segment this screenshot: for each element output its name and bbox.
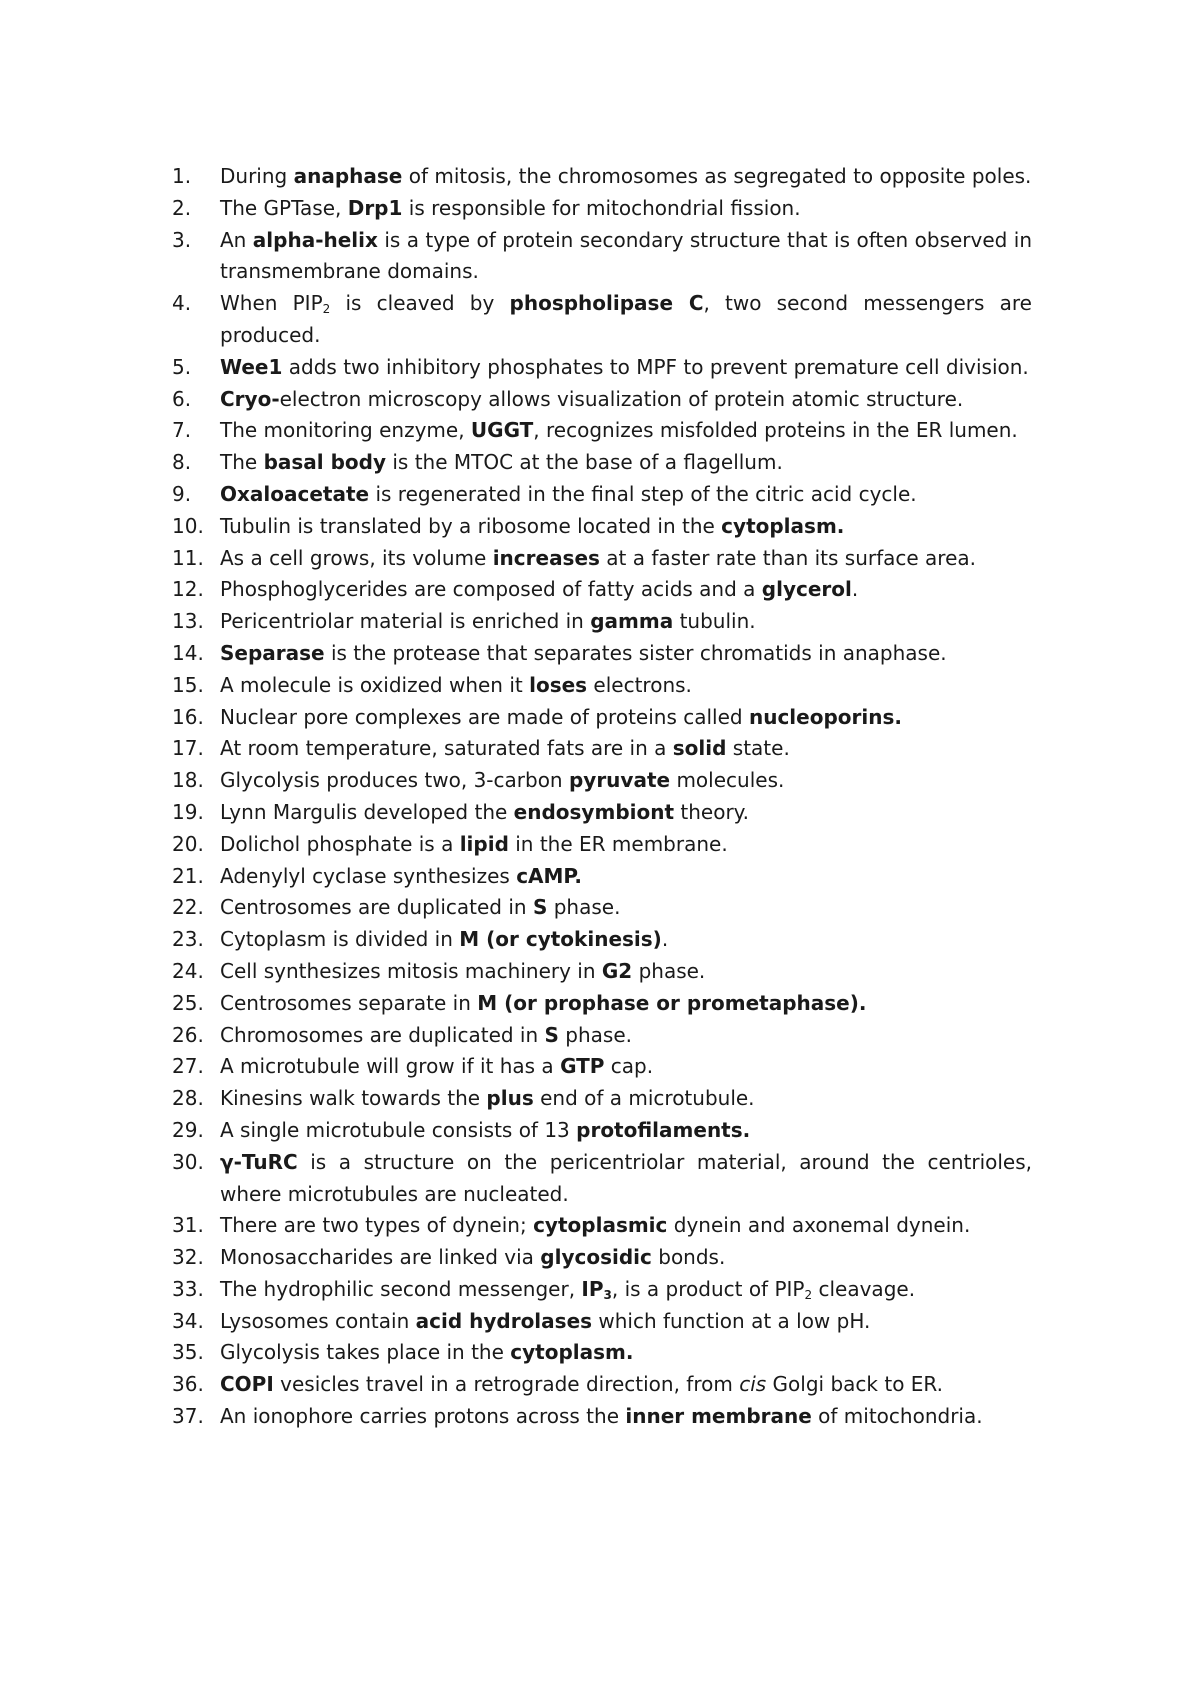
list-item xyxy=(172,193,1032,225)
text-run: of mitochondria. xyxy=(811,1404,983,1429)
list-item xyxy=(172,447,1032,479)
text-run: , two second messengers are produced. xyxy=(220,291,1032,347)
item-text xyxy=(220,892,1032,924)
item-number: 31. xyxy=(172,1213,204,1238)
item-number: 13. xyxy=(172,609,204,634)
item-text xyxy=(220,606,1032,638)
list-item xyxy=(172,415,1032,447)
item-text xyxy=(220,924,1032,956)
subscript: 2 xyxy=(322,302,331,317)
list-item xyxy=(172,1210,1032,1242)
bold-term: increases xyxy=(492,545,600,570)
list-item xyxy=(172,1115,1032,1147)
list-item xyxy=(172,988,1032,1020)
text-run: tubulin. xyxy=(673,609,756,634)
text-run: The GPTase, xyxy=(220,195,348,220)
text-run: is regenerated in the final step of the citric acid cycle. xyxy=(369,481,917,506)
list-item xyxy=(172,797,1032,829)
text-run: in the ER membrane. xyxy=(508,831,728,856)
list-item xyxy=(172,225,1032,289)
item-text xyxy=(220,479,1032,511)
text-run: phase. xyxy=(632,958,706,983)
item-number: 3. xyxy=(172,227,192,252)
bold-term: anaphase xyxy=(293,164,403,188)
item-text xyxy=(220,1083,1032,1115)
text-run: A molecule is oxidized when it xyxy=(220,672,530,697)
item-text xyxy=(220,1051,1032,1083)
text-run: Dolichol phosphate is a xyxy=(220,831,460,856)
item-number: 20. xyxy=(172,831,204,856)
item-text xyxy=(220,1210,1032,1242)
text-run: state. xyxy=(726,736,790,761)
bold-term: cytoplasm. xyxy=(721,513,845,538)
item-text xyxy=(220,638,1032,670)
text-run: is the MTOC at the base of a flagellum. xyxy=(386,450,783,475)
bold-term: IP xyxy=(581,1276,604,1301)
text-run: Nuclear pore complexes are made of proteins called xyxy=(220,704,749,729)
text-run: Centrosomes are duplicated in xyxy=(220,895,533,920)
item-text xyxy=(220,702,1032,734)
item-number: 24. xyxy=(172,958,204,983)
text-run: At room temperature, saturated fats are in a xyxy=(220,736,673,761)
item-text xyxy=(220,988,1032,1020)
text-run: theory. xyxy=(674,799,750,824)
text-run: bonds. xyxy=(651,1245,726,1270)
bold-term: M (or cytokinesis) xyxy=(459,927,662,952)
item-number: 8. xyxy=(172,450,192,475)
list-item xyxy=(172,1242,1032,1274)
bold-term: solid xyxy=(672,736,727,761)
item-number: 12. xyxy=(172,577,204,602)
bold-term: γ-TuRC xyxy=(220,1149,298,1174)
item-number: 18. xyxy=(172,768,204,793)
list-item xyxy=(172,638,1032,670)
item-number: 15. xyxy=(172,672,204,697)
item-text xyxy=(220,861,1032,893)
text-run: molecules. xyxy=(670,768,785,793)
item-text xyxy=(220,670,1032,702)
numbered-list xyxy=(172,161,1032,1433)
list-item xyxy=(172,924,1032,956)
item-number: 25. xyxy=(172,990,204,1015)
item-text xyxy=(220,956,1032,988)
bold-term: M (or prophase or prometaphase). xyxy=(477,990,867,1015)
item-number: 2. xyxy=(172,195,192,220)
bold-term: basal body xyxy=(263,450,387,475)
item-number: 21. xyxy=(172,863,204,888)
bold-term: cAMP. xyxy=(516,863,583,888)
item-number: 17. xyxy=(172,736,204,761)
item-number: 11. xyxy=(172,545,204,570)
list-item xyxy=(172,1051,1032,1083)
item-number: 19. xyxy=(172,799,204,824)
text-run: . xyxy=(851,577,859,602)
item-number: 26. xyxy=(172,1022,204,1047)
item-text xyxy=(220,1274,1032,1306)
text-run: cleavage. xyxy=(812,1276,916,1301)
item-number: 32. xyxy=(172,1245,204,1270)
text-run: Centrosomes separate in xyxy=(220,990,478,1015)
list-item xyxy=(172,511,1032,543)
item-number: 22. xyxy=(172,895,204,920)
item-number: 5. xyxy=(172,354,192,379)
list-item xyxy=(172,956,1032,988)
text-run: of mitosis, the chromosomes as segregated to opposite poles. xyxy=(402,164,1032,188)
text-run: Golgi back to ER. xyxy=(766,1372,943,1397)
list-item xyxy=(172,574,1032,606)
text-run: phase. xyxy=(558,1022,633,1047)
list-item xyxy=(172,288,1032,352)
text-run: Lysosomes contain xyxy=(220,1308,416,1333)
item-number: 36. xyxy=(172,1372,204,1397)
text-run: phase. xyxy=(547,895,621,920)
item-text xyxy=(220,384,1032,416)
bold-term: Wee1 xyxy=(220,354,283,379)
list-item xyxy=(172,479,1032,511)
text-run: Phosphoglycerides are composed of fatty acids and a xyxy=(220,577,762,602)
bold-term: plus xyxy=(486,1086,534,1111)
text-run: A microtubule will grow if it has a xyxy=(220,1054,561,1079)
item-text xyxy=(220,1147,1032,1211)
bold-term: Separase xyxy=(220,640,325,665)
text-run: electrons. xyxy=(587,672,692,697)
bold-term: alpha-helix xyxy=(252,227,378,252)
text-run: end of a microtubule. xyxy=(533,1086,755,1111)
bold-term: S xyxy=(532,895,548,920)
text-run: An xyxy=(220,227,253,252)
item-text xyxy=(220,1020,1032,1052)
text-run: dynein and axonemal dynein. xyxy=(667,1213,971,1238)
item-number: 27. xyxy=(172,1054,204,1079)
text-run: which function at a low pH. xyxy=(592,1308,871,1333)
bold-term: GTP xyxy=(560,1054,605,1079)
text-run: Adenylyl cyclase synthesizes xyxy=(220,863,517,888)
item-text xyxy=(220,1401,1032,1433)
text-run: is responsible for mitochondrial fission. xyxy=(402,195,801,220)
bold-term: glycerol xyxy=(761,577,852,602)
text-run: During xyxy=(220,164,294,188)
list-item xyxy=(172,702,1032,734)
item-text xyxy=(220,733,1032,765)
item-text xyxy=(220,1369,1032,1401)
item-number: 9. xyxy=(172,481,192,506)
list-item xyxy=(172,384,1032,416)
bold-term: pyruvate xyxy=(568,768,671,793)
list-item xyxy=(172,161,1032,193)
bold-term: protofilaments. xyxy=(576,1117,751,1142)
bold-term: COPI xyxy=(220,1372,274,1397)
text-run: is a structure on the pericentriolar material, around the centrioles, where microtubules are nucleated. xyxy=(220,1149,1032,1206)
list-item xyxy=(172,1401,1032,1433)
list-item xyxy=(172,1147,1032,1211)
text-run: at a faster rate than its surface area. xyxy=(599,545,977,570)
list-item xyxy=(172,1020,1032,1052)
text-run: , is a product of PIP xyxy=(611,1276,805,1301)
item-number: 6. xyxy=(172,386,192,411)
item-number: 28. xyxy=(172,1086,204,1111)
bold-term: Cryo- xyxy=(220,386,280,411)
item-number: 37. xyxy=(172,1404,204,1429)
bold-term: inner membrane xyxy=(625,1404,812,1429)
text-run: The monitoring enzyme, xyxy=(220,418,471,443)
text-run: is a type of protein secondary structure that is often observed in transmembrane domains. xyxy=(220,227,1033,284)
bold-term: lipid xyxy=(459,831,509,856)
item-number: 4. xyxy=(172,291,192,316)
bold-term: glycosidic xyxy=(540,1245,652,1270)
item-text xyxy=(220,161,1032,193)
text-run: Monosaccharides are linked via xyxy=(220,1245,541,1270)
item-text xyxy=(220,1242,1032,1274)
subscript: 2 xyxy=(804,1287,813,1302)
item-number: 33. xyxy=(172,1276,204,1301)
bold-term: G2 xyxy=(601,958,633,983)
item-text xyxy=(220,415,1032,447)
bold-term: Drp1 xyxy=(347,195,403,220)
list-item xyxy=(172,1306,1032,1338)
bold-term: nucleoporins. xyxy=(748,704,902,729)
item-number: 7. xyxy=(172,418,192,443)
list-item xyxy=(172,829,1032,861)
list-item xyxy=(172,1083,1032,1115)
list-item xyxy=(172,352,1032,384)
bold-term: loses xyxy=(529,672,588,697)
item-text xyxy=(220,352,1032,384)
list-item xyxy=(172,1337,1032,1369)
text-run: A single microtubule consists of 13 xyxy=(220,1117,577,1142)
text-run: vesicles travel in a retrograde direction, from xyxy=(273,1372,740,1397)
text-run: When PIP xyxy=(220,291,323,316)
item-number: 10. xyxy=(172,513,204,538)
item-text xyxy=(220,1337,1032,1369)
text-run: . xyxy=(661,927,669,952)
text-run: The hydrophilic second messenger, xyxy=(220,1276,582,1301)
item-text xyxy=(220,288,1032,352)
text-run: adds two inhibitory phosphates to MPF to prevent premature cell division. xyxy=(282,354,1029,379)
italic-term: cis xyxy=(739,1372,767,1397)
item-text xyxy=(220,829,1032,861)
text-run: Kinesins walk towards the xyxy=(220,1086,487,1111)
bold-term: gamma xyxy=(590,609,674,634)
item-number: 1. xyxy=(172,164,192,188)
text-run: Cell synthesizes mitosis machinery in xyxy=(220,958,602,983)
item-text xyxy=(220,447,1032,479)
item-text xyxy=(220,511,1032,543)
item-number: 29. xyxy=(172,1117,204,1142)
subscript: 3 xyxy=(603,1287,612,1302)
list-item xyxy=(172,765,1032,797)
list-item xyxy=(172,892,1032,924)
list-item xyxy=(172,861,1032,893)
text-run: As a cell grows, its volume xyxy=(220,545,493,570)
list-item xyxy=(172,606,1032,638)
bold-term: S xyxy=(544,1022,559,1047)
item-text xyxy=(220,193,1032,225)
text-run: Glycolysis produces two, 3-carbon xyxy=(220,768,569,793)
bold-term: phospholipase C xyxy=(509,291,704,316)
bold-term: cytoplasmic xyxy=(533,1213,668,1238)
text-run: Chromosomes are duplicated in xyxy=(220,1022,545,1047)
list-item xyxy=(172,1369,1032,1401)
item-text xyxy=(220,1115,1032,1147)
list-item xyxy=(172,670,1032,702)
item-number: 23. xyxy=(172,927,204,952)
bold-term: UGGT xyxy=(470,418,534,443)
text-run: Pericentriolar material is enriched in xyxy=(220,609,591,634)
list-item xyxy=(172,543,1032,575)
text-run: electron microscopy allows visualization of protein atomic structure. xyxy=(279,386,964,411)
text-run: cap. xyxy=(604,1054,654,1079)
item-text xyxy=(220,225,1032,289)
bold-term: acid hydrolases xyxy=(415,1308,593,1333)
text-run: Tubulin is translated by a ribosome located in the xyxy=(220,513,722,538)
item-text xyxy=(220,574,1032,606)
item-number: 30. xyxy=(172,1149,204,1174)
item-number: 35. xyxy=(172,1340,204,1365)
item-number: 14. xyxy=(172,640,204,665)
item-text xyxy=(220,543,1032,575)
list-item xyxy=(172,1274,1032,1306)
list-item xyxy=(172,733,1032,765)
text-run: is the protease that separates sister chromatids in anaphase. xyxy=(324,640,947,665)
text-run: There are two types of dynein; xyxy=(220,1213,534,1238)
item-text xyxy=(220,797,1032,829)
item-text xyxy=(220,1306,1032,1338)
text-run: Glycolysis takes place in the xyxy=(220,1340,511,1365)
text-run: Cytoplasm is divided in xyxy=(220,927,460,952)
bold-term: cytoplasm. xyxy=(510,1340,634,1365)
text-run: , recognizes misfolded proteins in the ER lumen. xyxy=(533,418,1018,443)
item-number: 34. xyxy=(172,1308,204,1333)
item-text xyxy=(220,765,1032,797)
text-run: An ionophore carries protons across the xyxy=(220,1404,626,1429)
bold-term: Oxaloacetate xyxy=(220,481,370,506)
text-run: The xyxy=(220,450,264,475)
text-run: is cleaved by xyxy=(330,291,510,316)
bold-term: endosymbiont xyxy=(513,799,675,824)
item-number: 16. xyxy=(172,704,204,729)
text-run: Lynn Margulis developed the xyxy=(220,799,514,824)
